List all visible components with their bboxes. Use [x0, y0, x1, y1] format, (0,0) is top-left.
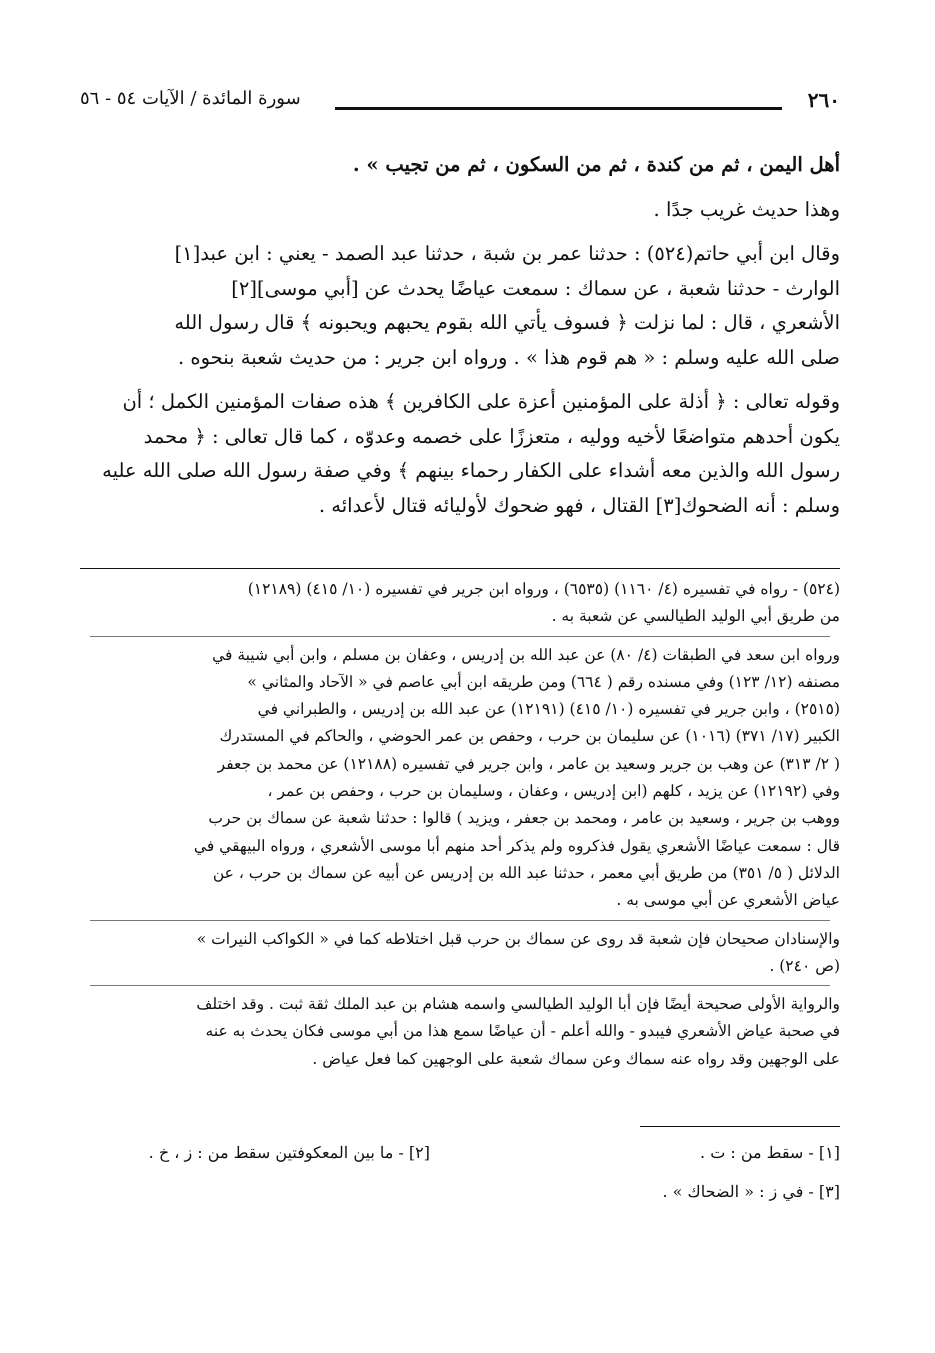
note-line: (ص ٢٤٠) .	[769, 956, 840, 975]
main-text	[80, 148, 840, 523]
page-header	[80, 88, 840, 120]
note-divider	[90, 636, 830, 637]
footnote-1: [١] - سقط من : ت .	[700, 1143, 840, 1162]
text-line: صلى الله عليه وسلم : « هم قوم هذا » . ورواه ابن جرير : من حديث شعبة بنحوه .	[178, 345, 840, 369]
text-line: وقوله تعالى : ﴿ أذلة على المؤمنين أعزة على الكافرين ﴾ هذه صفات المؤمنين الكمل ؛ أن	[122, 390, 840, 413]
text-line: رسول الله والذين معه أشداء على الكفار رحماء بينهم ﴾ وفي صفة رسول الله صلى الله عليه	[102, 459, 840, 482]
note-line: وفي (١٢١٩٢) عن يزيد ، كلهم (ابن إدريس ، وعفان ، وسليمان بن حرب ، وحفص بن عمر ،	[267, 782, 840, 801]
note-line: (٢٥١٥) ، وابن جرير في تفسيره (١٠/ ٤١٥) (١٢١٩١) عن عبد الله بن إدريس ، والطبراني في	[257, 700, 840, 719]
note-line: الدلائل ( ٥/ ٣٥١) من طريق أبي معمر ، حدثنا عبد الله بن إدريس عن أبيه عن سماك بن حرب ، عن	[212, 863, 840, 882]
page-number: ٢٦٠	[807, 88, 840, 112]
header-rule	[335, 107, 782, 110]
text-line: الأشعري ، قال : لما نزلت ﴿ فسوف يأتي الله بقوم يحبهم ويحبونه ﴾ قال رسول الله	[174, 311, 840, 334]
note-line: مصنفه (١٢/ ١٢٣) وفي مسنده رقم ( ٦٦٤) ومن طريقه ابن أبي عاصم في « الآحاد والمثاني »	[247, 672, 840, 691]
note-divider	[90, 920, 830, 921]
note-line: على الوجهين وقد رواه عنه سماك وعن سماك شعبة على الوجهين كما فعل عياض .	[312, 1049, 840, 1068]
footnote-3: [٣] - في ز : « الضحاك » .	[662, 1182, 840, 1201]
note-line: (٥٢٤) - رواه في تفسيره (٤/ ١١٦٠) (٦٥٣٥) ، ورواه ابن جرير في تفسيره (١٠/ ٤١٥) (١٢١٨٩)	[247, 580, 840, 598]
text-line: وسلم : أنه الضحوك[٣] القتال ، فهو ضحوك لأوليائه قتال لأعدائه .	[318, 493, 840, 517]
footnotes-separator	[640, 1126, 840, 1127]
surah-title: سورة المائدة / الآيات ٥٤ - ٥٦	[80, 88, 301, 109]
note-line: في صحبة عياض الأشعري فيبدو - والله أعلم - أن عياضًا سمع هذا من أبي موسى فكان يحدث به عنه	[205, 1022, 840, 1041]
notes-separator	[80, 568, 840, 569]
note-divider	[90, 985, 830, 986]
note-line: الكبير (١٧/ ٣٧١) (١٠١٦) عن سليمان بن حرب ، وحفص بن عمر الحوضي ، والحاكم في المستدرك	[219, 727, 840, 746]
note-line: عياض الأشعري عن أبي موسى به .	[616, 891, 840, 910]
note-line: ( ٢/ ٣١٣) عن وهب بن جرير وسعيد بن عامر ، وابن جرير في تفسيره (١٢١٨٨) عن محمد بن جعفر	[217, 754, 840, 773]
text-line: يكون أحدهم متواضعًا لأخيه ووليه ، متعززًا على خصمه وعدوّه ، كما قال تعالى : ﴿ محمد	[143, 424, 840, 448]
footnote-2: [٢] - ما بين المعكوفتين سقط من : ز ، خ .	[148, 1143, 430, 1162]
note-line: ووهب بن جرير ، وسعيد بن عامر ، ومحمد بن جعفر ، ويزيد ) قالوا : حدثنا شعبة عن سماك بن حرب	[208, 809, 840, 828]
note-line: والرواية الأولى صحيحة أيضًا فإن أبا الوليد الطيالسي واسمه هشام بن عبد الملك ثقة ثبت . وقد اختلف	[196, 995, 840, 1014]
note-line: ورواه ابن سعد في الطبقات (٤/ ٨٠) عن عبد الله بن إدريس ، وعفان بن مسلم ، وابن أبي شيبة في	[212, 645, 840, 664]
note-line: قال : سمعت عياضًا الأشعري يقول فذكروه ولم يذكر أحد منهم أبا موسى الأشعري ، ورواه البيهقي في	[193, 836, 840, 855]
note-line: من طريق أبي الوليد الطيالسي عن شعبة به .	[551, 607, 840, 626]
text-line: وهذا حديث غريب جدًا .	[653, 197, 840, 221]
note-line: والإسنادان صحيحان فإن شعبة قد روى عن سماك بن حرب قبل اختلاطه كما في « الكواكب النيرات »	[196, 929, 840, 948]
hadith-notes	[90, 576, 840, 1073]
text-line: الوارث - حدثنا شعبة ، عن سماك : سمعت عياضًا يحدث عن [أبي موسى][٢]	[231, 276, 840, 300]
text-line: وقال ابن أبي حاتم(٥٢٤) : حدثنا عمر بن شبة ، حدثنا عبد الصمد - يعني : ابن عبد[١]	[174, 242, 840, 265]
text-line: أهل اليمن ، ثم من كندة ، ثم من السكون ، ثم من تجيب » .	[352, 153, 840, 176]
